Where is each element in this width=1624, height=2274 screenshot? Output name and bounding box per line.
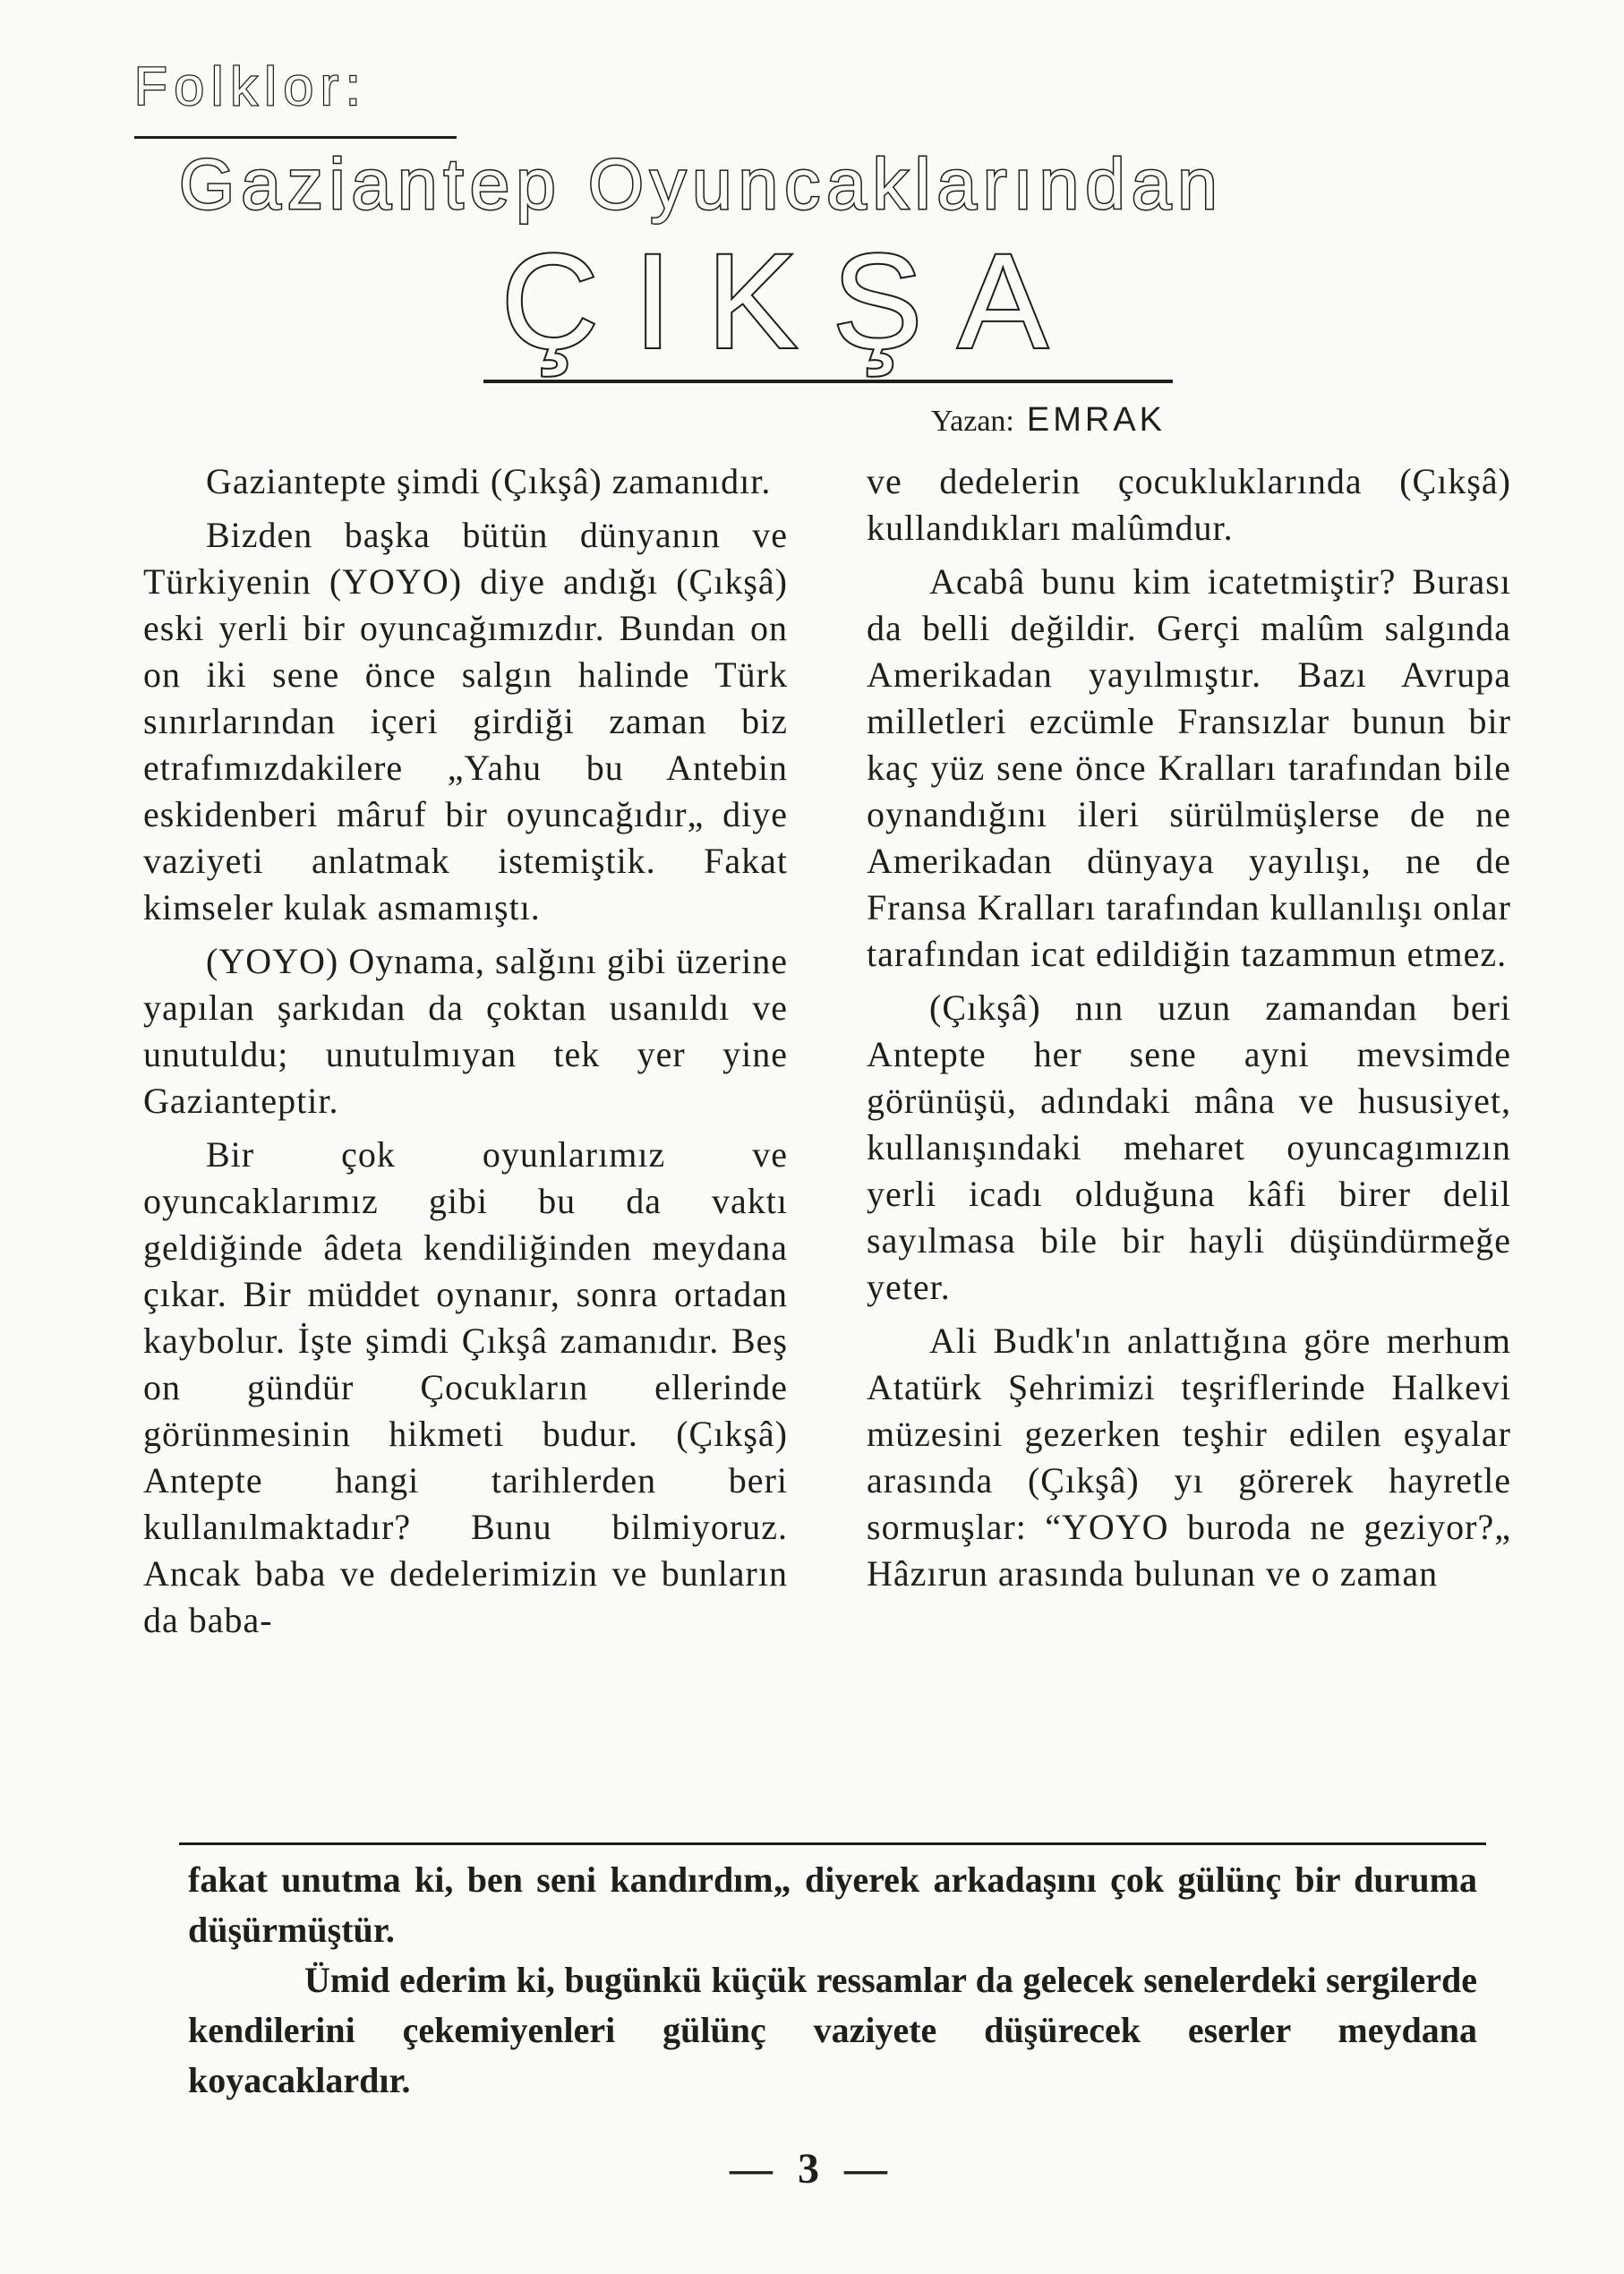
section-divider — [134, 136, 457, 139]
paragraph: Ali Budk'ın anlattığına göre merhum Atatürk Şehrimizi teşriflerinde Halkevi müzesini gezerken teşhir edilen eşyalar arasında (Çıkşâ) yı görerek hayretle sormuşlar: “YOYO buroda ne geziyor?„ Hâzırun arasında bulunan ve o zaman — [867, 1321, 1511, 1594]
title-divider — [483, 380, 1173, 383]
footnote-divider — [179, 1842, 1486, 1845]
footnote-paragraph: fakat unutma ki, ben seni kandırdım„ diyerek arkadaşını çok gülünç bir duruma düşürmüştür. — [188, 1859, 1477, 1950]
paragraph: Gaziantepte şimdi (Çıkşâ) zamanıdır. — [206, 461, 772, 501]
left-column — [143, 458, 788, 1651]
byline-prefix: Yazan: — [931, 405, 1014, 438]
article-subtitle: Gaziantep Oyuncaklarından — [179, 144, 1224, 224]
paragraph: Acabâ bunu kim icatetmiştir? Burası da belli değildir. Gerçi malûm salgında Amerikadan yayılmıştır. Bazı Avrupa milletleri ezcümle Fransızlar bunun bir kaç yüz sene önce Kralları tarafından bile oynandığını ileri sürülmüşlerse de ne Amerikadan dünyaya yayılışı, ne de Fransa Kralları tarafından kullanılışı onlar tarafından icat edildiğin tazammun etmez. — [867, 561, 1511, 974]
paragraph: ve dedelerin çocukluklarında (Çıkşâ) kullandıkları malûmdur. — [867, 461, 1511, 548]
right-column — [867, 458, 1511, 1604]
author-name: EMRAK — [1026, 401, 1167, 439]
article-title: ÇIKŞA — [501, 226, 1084, 376]
footnote — [188, 1855, 1477, 2106]
section-label: Folklor: — [134, 56, 368, 116]
byline — [931, 401, 1166, 440]
paragraph: (YOYO) Oynama, salğını gibi üzerine yapılan şarkıdan da çoktan usanıldı ve unutuldu; unutulmıyan tek yer yine Gazianteptir. — [143, 941, 788, 1121]
paragraph: Bir çok oyunlarımız ve oyuncaklarımız gibi bu da vaktı geldiğinde âdeta kendiliğinden meydana çıkar. Bir müddet oynanır, sonra ortadan kaybolur. İşte şimdi Çıkşâ zamanıdır. Beş on gündür Çocukların ellerinde görünmesinin hikmeti budur. (Çıkşâ) Antepte hangi tarihlerden beri kullanılmaktadır? Bunu bilmiyoruz. Ancak baba ve dedelerimizin ve bunların da baba- — [143, 1134, 788, 1640]
footnote-paragraph: Ümid ederim ki, bugünkü küçük ressamlar da gelecek senelerdeki sergilerde kendilerini çekemiyenleri gülünç vaziyete düşürecek eserler meydana koyacaklardır. — [188, 1960, 1477, 2100]
paragraph: (Çıkşâ) nın uzun zamandan beri Antepte her sene ayni mevsimde görünüşü, adındaki mâna ve hususiyet, kullanışındaki meharet oyuncagımızın yerli icadı olduğuna kâfi birer delil sayılmasa bile bir hayli düşündürmeğe yeter. — [867, 987, 1511, 1307]
page-number: — 3 — — [730, 2145, 894, 2193]
paragraph: Bizden başka bütün dünyanın ve Türkiyenin (YOYO) diye andığı (Çıkşâ) eski yerli bir oyuncağımızdır. Bundan on on iki sene önce salgın halinde Türk sınırlarından içeri girdiği zaman biz etrafımızdakilere „Yahu bu Antebin eskidenberi mâruf bir oyuncağıdır„ diye vaziyeti anlatmak istemiştik. Fakat kimseler kulak asmamıştı. — [143, 515, 788, 928]
